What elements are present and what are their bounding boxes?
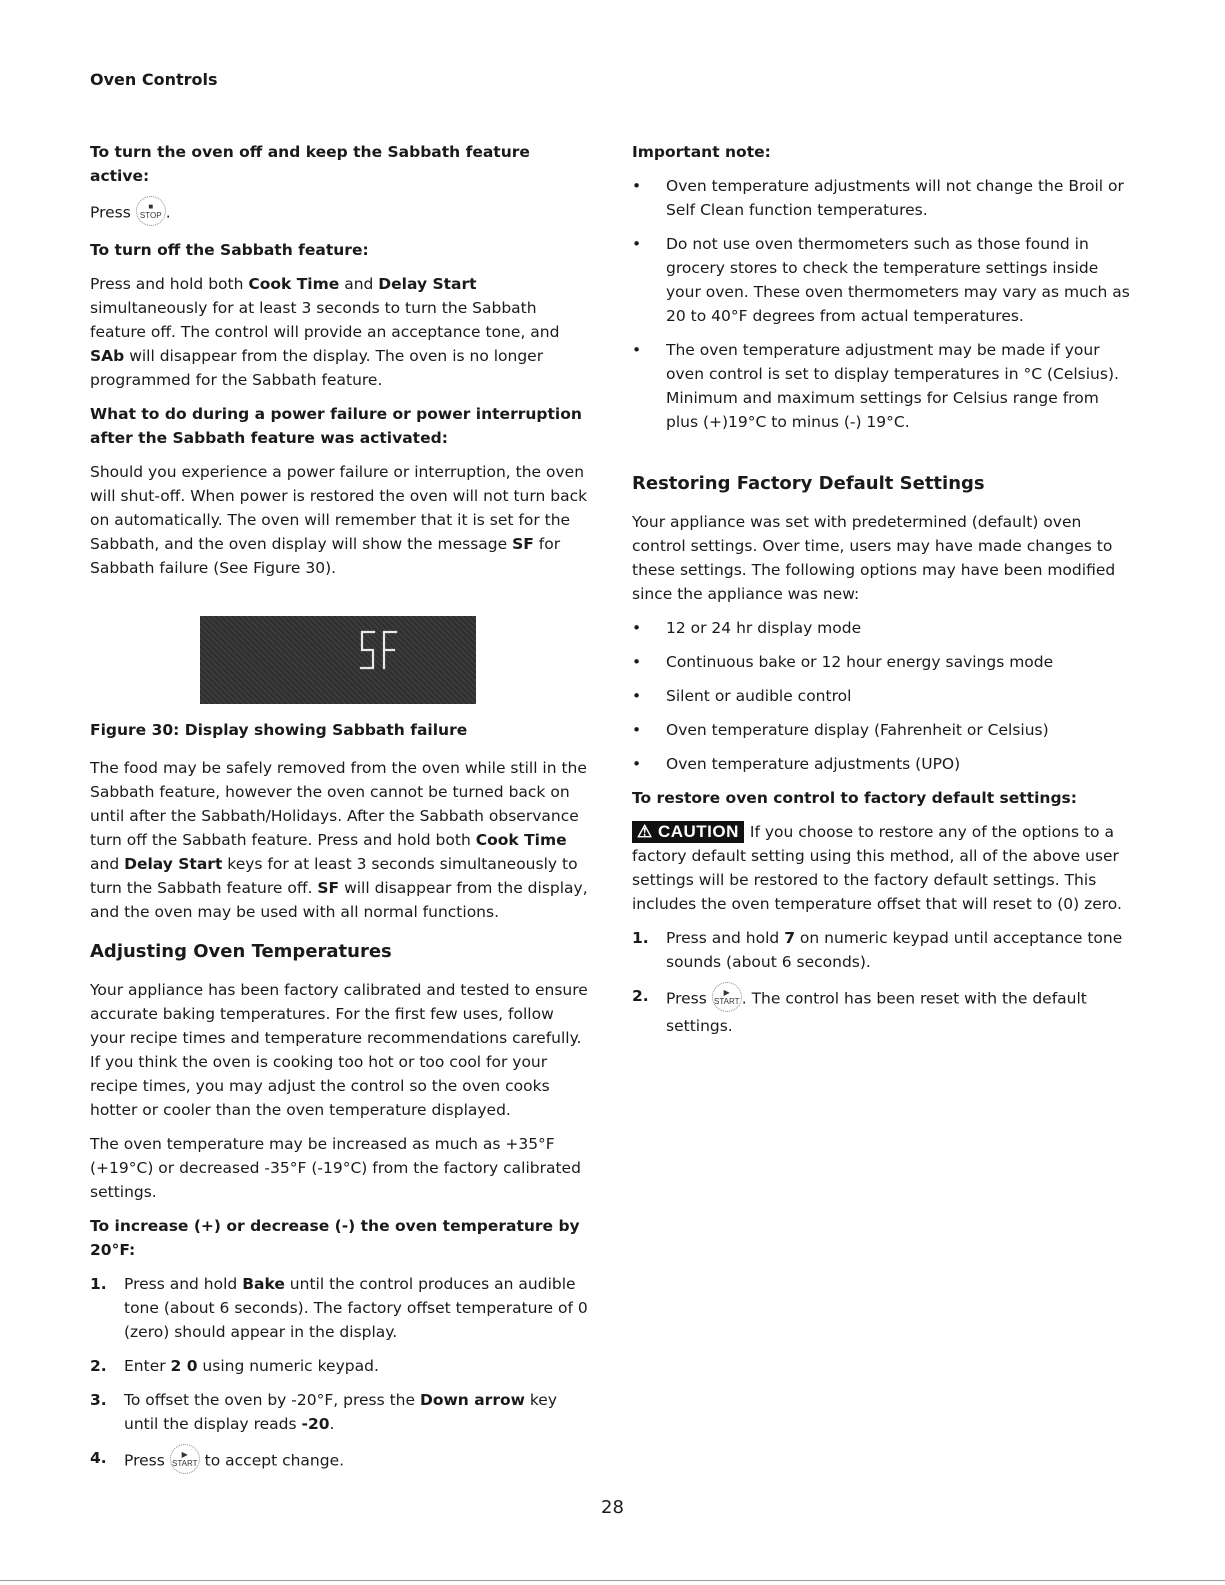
list-item: • Continuous bake or 12 hour energy savings mode (632, 650, 1132, 674)
paragraph-calibration: Your appliance has been factory calibrated and tested to ensure accurate baking temperatures. For the first few uses, follow your recipe times and temperature recommendations carefully. If you think the oven is cooking too hot or too cool for your recipe times, you may adjust the control so the oven cooks hotter or cooler than the oven temperature displayed. (90, 981, 588, 1119)
list-item: • Oven temperature display (Fahrenheit or Celsius) (632, 718, 1132, 742)
list-item: • 12 or 24 hr display mode (632, 616, 1132, 640)
list-item: • Do not use oven thermometers such as those found in grocery stores to check the temperature settings inside your oven. These oven thermometers may vary as much as 20 to 40°F degrees from actual temperatures. (632, 232, 1132, 328)
subheading-turn-off-active: To turn the oven off and keep the Sabbath feature active: (90, 143, 530, 185)
important-notes-list (632, 174, 1132, 434)
figure-30 (90, 616, 590, 742)
restore-steps (632, 926, 1132, 1038)
list-item: • Silent or audible control (632, 684, 1132, 708)
paragraph-power-failure: Should you experience a power failure or interruption, the oven will shut-off. When power is restored the oven will not turn back on automatically. The oven will remember that it is set for the Sabbath, and the oven display will show the message SF for Sabbath failure (See Figure 30). (90, 463, 588, 577)
period: . (165, 203, 171, 222)
paragraph-range: The oven temperature may be increased as much as +35°F (+19°C) or decreased -35°F (-19°C) from the factory calibrated settings. (90, 1135, 581, 1201)
subheading-important-note: Important note: (632, 143, 771, 161)
list-item: 1. Press and hold 7 on numeric keypad until acceptance tone sounds (about 6 seconds). (632, 929, 1123, 971)
section-title-restoring: Restoring Factory Default Settings (632, 473, 985, 494)
list-item: 2. Press ▶ START . The control has been reset with the default settings. (632, 984, 1132, 1038)
stop-key-icon: ■ STOP (136, 196, 166, 226)
paragraph-restore-intro: Your appliance was set with predetermined (default) oven control settings. Over time, users may have made changes to these settings. The following options may have been modified since the appliance was new: (632, 513, 1116, 603)
subheading-restore-to: To restore oven control to factory default settings: (632, 789, 1077, 807)
caution-badge: ⚠ CAUTION (632, 821, 744, 843)
start-key-icon: ▶ START (170, 1444, 200, 1474)
stop-key-label: STOP (139, 211, 162, 220)
sf-segment-glyphs (358, 628, 402, 678)
page-number: 28 (601, 1497, 624, 1518)
left-column (90, 140, 590, 1486)
list-item: 1. Press and hold Bake until the control produces an audible tone (about 6 seconds). The factory offset temperature of 0 (zero) should appear in the display. (90, 1275, 588, 1341)
list-item: • Oven temperature adjustments (UPO) (632, 752, 1132, 776)
list-item: 3. To offset the oven by -20°F, press the Down arrow key until the display reads -20. (90, 1391, 557, 1433)
list-item: • The oven temperature adjustment may be made if your oven control is set to display temperatures in °C (Celsius). Minimum and maximum settings for Celsius range from plus (+)19°C to minus (-) 19°C. (632, 338, 1132, 434)
start-key-icon: ▶ START (712, 982, 742, 1012)
oven-display-image (200, 616, 476, 704)
bottom-rule (0, 1580, 1225, 1581)
page-header: Oven Controls (90, 70, 218, 89)
subheading-increase-decrease: To increase (+) or decrease (-) the oven temperature by 20°F: (90, 1217, 580, 1259)
list-item: 4. Press ▶ START to accept change. (90, 1446, 590, 1476)
subheading-power-failure: What to do during a power failure or power interruption after the Sabbath feature was activated: (90, 405, 582, 447)
section-title-adjusting: Adjusting Oven Temperatures (90, 941, 392, 962)
caution-paragraph: ⚠ CAUTION If you choose to restore any of the options to a factory default setting using this method, all of the above user settings will be restored to the factory default settings. This includes the oven temperature offset that will reset to (0) zero. (632, 822, 1122, 913)
paragraph-food-removal: The food may be safely removed from the oven while still in the Sabbath feature, however the oven cannot be turned back on until after the Sabbath/Holidays. After the Sabbath observance turn off the Sabbath feature. Press and hold both Cook Time and Delay Start keys for at least 3 seconds simultaneously to turn the Sabbath feature off. SF will disappear from the display, and the oven may be used with all normal functions. (90, 759, 588, 921)
list-item: 2. Enter 2 0 using numeric keypad. (90, 1357, 379, 1375)
press-stop-line (90, 198, 590, 228)
adjust-steps (90, 1272, 590, 1476)
subheading-turn-off-sabbath: To turn off the Sabbath feature: (90, 241, 369, 259)
right-column (632, 140, 1132, 1048)
options-list (632, 616, 1132, 776)
paragraph-turn-off: Press and hold both Cook Time and Delay Start simultaneously for at least 3 seconds to turn the Sabbath feature off. The control will provide an acceptance tone, and SAb will disappear from the display. The oven is no longer programmed for the Sabbath feature. (90, 275, 560, 389)
figure-caption: Figure 30: Display showing Sabbath failure (90, 721, 468, 739)
press-word: Press (90, 203, 131, 222)
list-item: • Oven temperature adjustments will not change the Broil or Self Clean function temperatures. (632, 174, 1132, 222)
